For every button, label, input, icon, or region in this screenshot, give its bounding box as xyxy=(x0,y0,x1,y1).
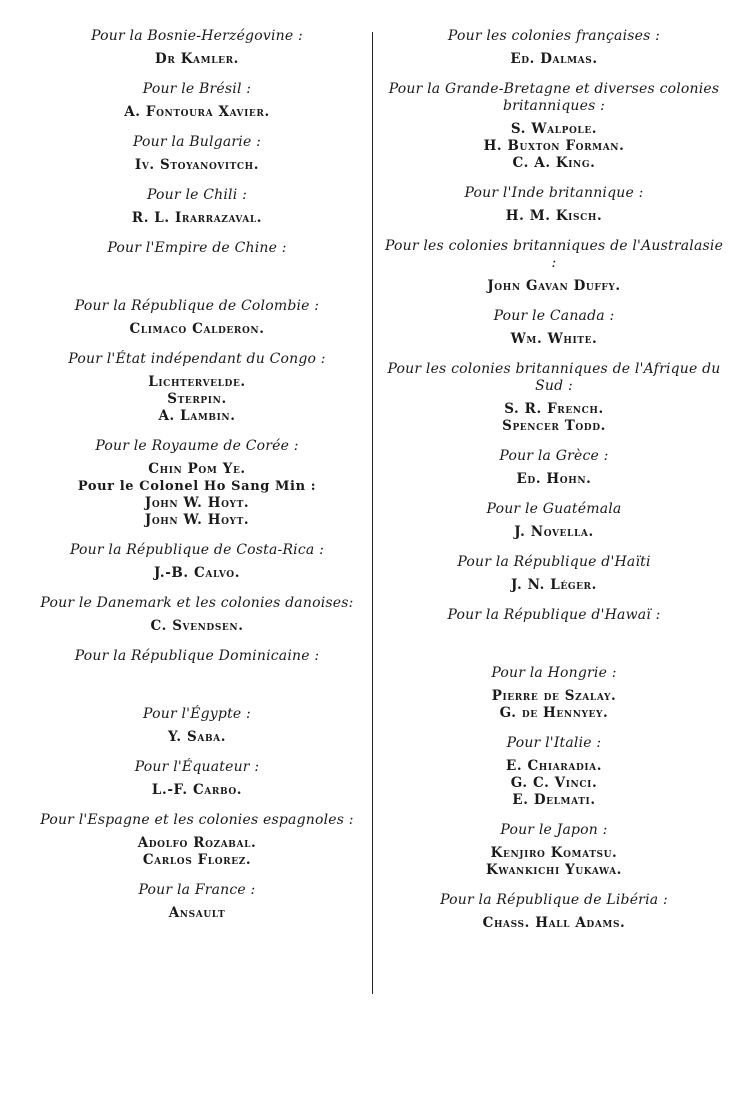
signatory-name: A. Fontoura Xavier. xyxy=(124,104,270,120)
country-heading: Pour le Brésil : xyxy=(142,81,252,97)
signatory-name: C. Svendsen. xyxy=(150,618,244,634)
signature-entry xyxy=(32,648,362,693)
signature-entry xyxy=(384,607,724,652)
country-heading: Pour la France : xyxy=(138,882,256,898)
country-heading: Pour l'Espagne et les colonies espagnoles : xyxy=(40,812,354,828)
country-heading: Pour la République de Libéria : xyxy=(440,892,668,908)
signature-entry xyxy=(384,81,724,172)
country-heading: Pour la Bosnie-Herzégovine : xyxy=(91,28,303,44)
signatory-name: J. N. Léger. xyxy=(511,577,597,593)
signatory-name: H. M. Kisch. xyxy=(505,208,603,224)
signature-entry xyxy=(32,187,362,227)
signature-entry xyxy=(32,882,362,922)
signature-entry xyxy=(32,134,362,174)
country-heading: Pour le Japon : xyxy=(500,822,608,838)
signatory-name: S. Walpole. xyxy=(510,121,598,137)
signature-entry xyxy=(384,308,724,348)
signature-entry xyxy=(32,298,362,338)
country-heading: Pour le Royaume de Corée : xyxy=(95,438,299,454)
signatory-name: John Gavan Duffy. xyxy=(487,278,621,294)
left-column xyxy=(32,28,362,935)
country-heading: Pour l'Égypte : xyxy=(143,706,251,722)
signatory-name: L.-F. Carbo. xyxy=(151,782,243,798)
country-heading: Pour les colonies britanniques de l'Afrique du Sud : xyxy=(387,361,721,394)
signatory-name: Y. Saba. xyxy=(167,729,227,745)
country-heading: Pour la République d'Hawaï : xyxy=(447,607,661,623)
country-heading: Pour la Grande-Bretagne et diverses colonies britanniques : xyxy=(388,81,720,114)
blank-signature-space xyxy=(32,671,362,693)
country-heading: Pour la République de Costa-Rica : xyxy=(69,542,325,558)
country-heading: Pour la Hongrie : xyxy=(491,665,617,681)
signatory-name: J.-B. Calvo. xyxy=(153,565,240,581)
signature-entry xyxy=(384,892,724,932)
signatory-name: C. A. King. xyxy=(512,155,596,171)
signatory-name: Pierre de Szalay. xyxy=(491,688,617,704)
signature-entry xyxy=(32,812,362,869)
signatory-name: Chin Pom Ye. xyxy=(148,461,246,477)
country-heading: Pour la République Dominicaine : xyxy=(74,648,320,664)
country-heading: Pour le Canada : xyxy=(493,308,615,324)
signature-entry xyxy=(384,554,724,594)
country-heading: Pour l'Italie : xyxy=(506,735,602,751)
signatory-name: Sterpin. xyxy=(167,391,227,407)
signature-entry xyxy=(384,185,724,225)
blank-signature-space xyxy=(32,263,362,285)
signatory-name: Spencer Todd. xyxy=(502,418,606,434)
country-heading: Pour les colonies françaises : xyxy=(447,28,661,44)
signatory-name: Iv. Stoyanovitch. xyxy=(134,157,260,173)
signatory-name: H. Buxton Forman. xyxy=(483,138,625,154)
signatory-name: Chass. Hall Adams. xyxy=(482,915,626,931)
signature-entry xyxy=(384,361,724,435)
signature-entry xyxy=(32,759,362,799)
signatory-name: G. de Hennyey. xyxy=(499,705,609,721)
signatory-name: Wm. White. xyxy=(510,331,598,347)
signatory-name: A. Lambin. xyxy=(158,408,236,424)
signatory-name: Lichtervelde. xyxy=(148,374,246,390)
blank-signature-space xyxy=(384,630,724,652)
country-heading: Pour le Guatémala xyxy=(486,501,622,517)
signature-entry xyxy=(384,735,724,809)
signature-entry xyxy=(32,595,362,635)
signature-entry xyxy=(32,28,362,68)
signatory-name: Ed. Dalmas. xyxy=(510,51,598,67)
signatory-name: R. L. Irarrazaval. xyxy=(131,210,263,226)
signatory-name: G. C. Vinci. xyxy=(510,775,598,791)
signature-entry xyxy=(384,822,724,879)
signatory-name: Adolfo Rozabal. xyxy=(137,835,257,851)
signatory-name: Carlos Florez. xyxy=(142,852,252,868)
country-heading: Pour la République d'Haïti xyxy=(457,554,651,570)
signature-entry xyxy=(32,438,362,529)
signatory-name: Pour le Colonel Ho Sang Min : xyxy=(77,479,317,494)
country-heading: Pour les colonies britanniques de l'Australasie : xyxy=(384,238,724,271)
country-heading: Pour la Grèce : xyxy=(499,448,609,464)
country-heading: Pour l'Empire de Chine : xyxy=(107,240,287,256)
signature-entry xyxy=(32,542,362,582)
signature-entry xyxy=(384,238,724,295)
country-heading: Pour l'Inde britannique : xyxy=(464,185,644,201)
signature-entry xyxy=(384,28,724,68)
signatory-name: E. Chiaradia. xyxy=(505,758,603,774)
country-heading: Pour le Danemark et les colonies danoises: xyxy=(40,595,354,611)
signature-entry xyxy=(384,665,724,722)
signature-entry xyxy=(32,81,362,121)
signature-entry xyxy=(32,351,362,425)
signatory-name: E. Delmati. xyxy=(512,792,596,808)
signature-entry xyxy=(384,501,724,541)
signatory-name: Kenjiro Komatsu. xyxy=(490,845,618,861)
country-heading: Pour la Bulgarie : xyxy=(132,134,262,150)
signatory-name: S. R. French. xyxy=(504,401,604,417)
signature-entry xyxy=(32,240,362,285)
signatory-name: John W. Hoyt. xyxy=(144,495,250,511)
country-heading: Pour le Chili : xyxy=(147,187,247,203)
column-divider xyxy=(372,32,373,994)
signature-entry xyxy=(384,448,724,488)
signatory-name: John W. Hoyt. xyxy=(144,512,250,528)
signatory-name: Kwankichi Yukawa. xyxy=(486,862,622,878)
signatory-name: J. Novella. xyxy=(514,524,594,540)
signatory-name: Climaco Calderon. xyxy=(129,321,265,337)
signatory-name: Ed. Hohn. xyxy=(516,471,592,487)
signatory-name: Dr Kamler. xyxy=(155,51,239,67)
signature-entry xyxy=(32,706,362,746)
signatory-name: Ansault xyxy=(168,905,226,921)
right-column xyxy=(384,28,724,945)
country-heading: Pour l'Équateur : xyxy=(134,759,260,775)
country-heading: Pour la République de Colombie : xyxy=(74,298,320,314)
country-heading: Pour l'État indépendant du Congo : xyxy=(68,351,326,367)
